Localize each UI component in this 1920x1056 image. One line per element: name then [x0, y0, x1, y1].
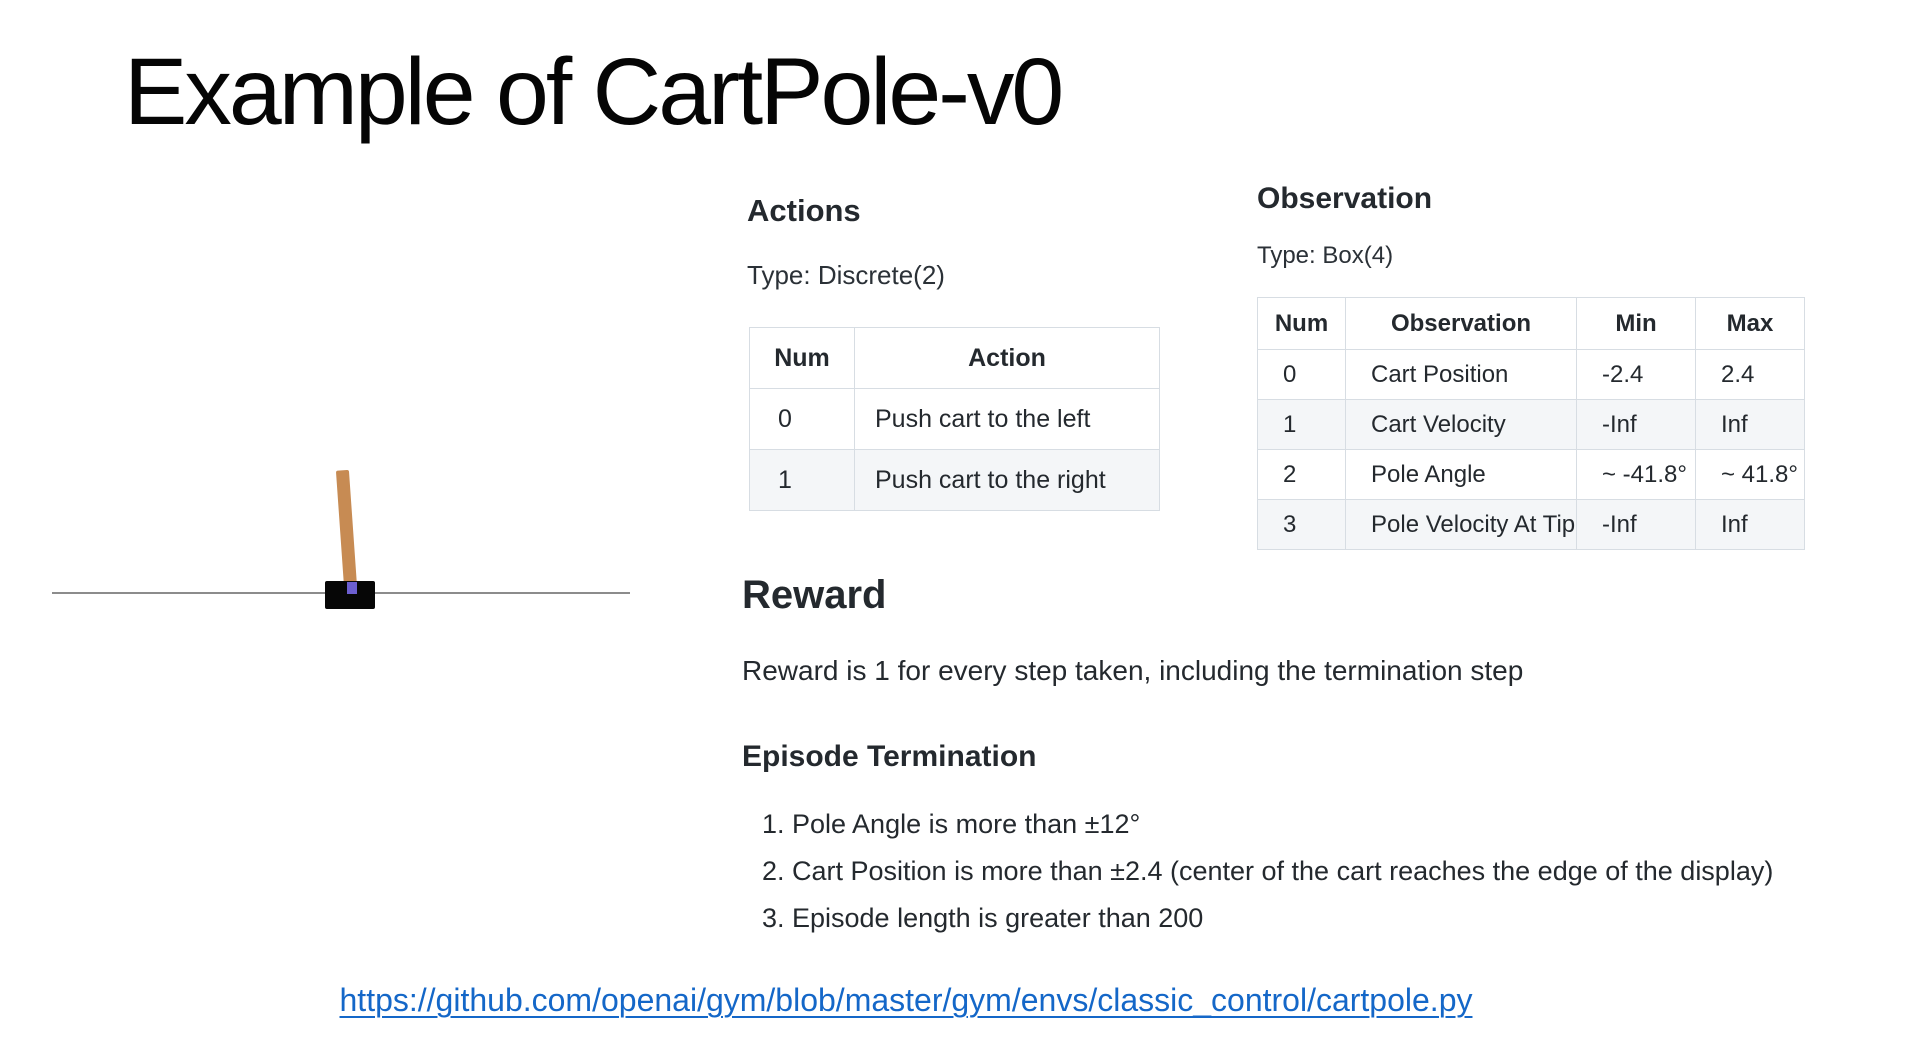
obs-row0-name: Cart Position	[1346, 350, 1577, 400]
table-row	[750, 450, 1160, 511]
table-row	[1258, 400, 1805, 450]
observation-heading: Observation	[1257, 182, 1433, 215]
obs-row3-max: Inf	[1696, 500, 1805, 550]
episode-termination-heading: Episode Termination	[742, 740, 1037, 773]
reward-text: Reward is 1 for every step taken, including the termination step	[742, 655, 1524, 686]
obs-row0-max: 2.4	[1696, 350, 1805, 400]
actions-row0-num: 0	[750, 389, 855, 450]
page-title: Example of CartPole-v0	[124, 39, 1062, 145]
obs-row1-num: 1	[1258, 400, 1346, 450]
footer-link-row	[0, 982, 1812, 1019]
obs-row2-max: ~ 41.8°	[1696, 450, 1805, 500]
list-item: 1. Pole Angle is more than ±12°	[792, 810, 1773, 838]
obs-row2-num: 2	[1258, 450, 1346, 500]
obs-row2-name: Pole Angle	[1346, 450, 1577, 500]
reward-heading: Reward	[742, 573, 887, 617]
actions-table-header-row	[750, 328, 1160, 389]
actions-header-num: Num	[750, 328, 855, 389]
actions-table	[749, 327, 1160, 511]
obs-row3-num: 3	[1258, 500, 1346, 550]
obs-row3-min: -Inf	[1577, 500, 1696, 550]
cartpole-pole	[336, 470, 357, 587]
observation-header-observation: Observation	[1346, 298, 1577, 350]
obs-row3-name: Pole Velocity At Tip	[1346, 500, 1577, 550]
obs-row1-name: Cart Velocity	[1346, 400, 1577, 450]
actions-row1-action: Push cart to the right	[855, 450, 1160, 511]
observation-header-max: Max	[1696, 298, 1805, 350]
cartpole-axle	[347, 582, 357, 594]
list-item: 2. Cart Position is more than ±2.4 (center of the cart reaches the edge of the display)	[792, 857, 1773, 885]
actions-row0-action: Push cart to the left	[855, 389, 1160, 450]
actions-header-action: Action	[855, 328, 1160, 389]
github-cartpole-link[interactable]: https://github.com/openai/gym/blob/master/gym/envs/classic_control/cartpole.py	[339, 982, 1473, 1018]
obs-row0-num: 0	[1258, 350, 1346, 400]
episode-termination-list	[742, 810, 1773, 951]
actions-heading: Actions	[747, 193, 861, 228]
obs-row1-min: -Inf	[1577, 400, 1696, 450]
observation-table-header-row	[1258, 298, 1805, 350]
table-row	[1258, 450, 1805, 500]
actions-row1-num: 1	[750, 450, 855, 511]
observation-table	[1257, 297, 1805, 550]
table-row	[750, 389, 1160, 450]
list-item: 3. Episode length is greater than 200	[792, 904, 1773, 932]
observation-header-min: Min	[1577, 298, 1696, 350]
obs-row2-min: ~ -41.8°	[1577, 450, 1696, 500]
obs-row1-max: Inf	[1696, 400, 1805, 450]
obs-row0-min: -2.4	[1577, 350, 1696, 400]
observation-header-num: Num	[1258, 298, 1346, 350]
observation-type-label: Type: Box(4)	[1257, 242, 1394, 269]
table-row	[1258, 350, 1805, 400]
actions-type-label: Type: Discrete(2)	[747, 260, 945, 290]
table-row	[1258, 500, 1805, 550]
